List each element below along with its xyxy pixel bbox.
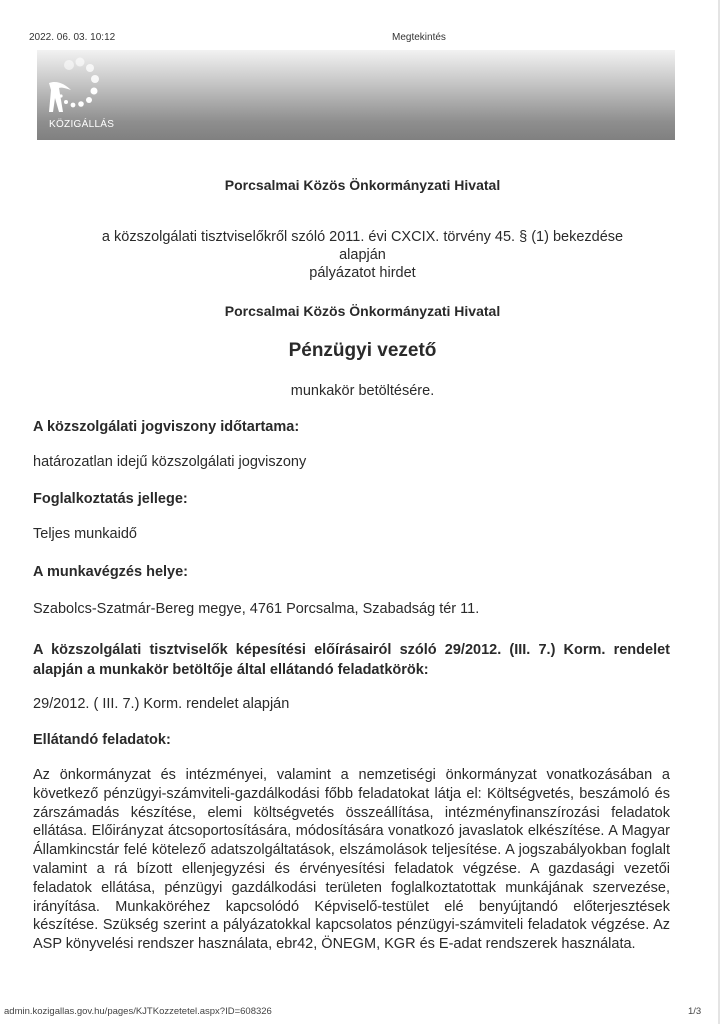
announcement-line: pályázatot hirdet (309, 265, 416, 281)
section-value-duties-basis: 29/2012. ( III. 7.) Korm. rendelet alapján (33, 696, 290, 712)
kozigallas-banner (37, 50, 675, 140)
section-heading-duration: A közszolgálati jogviszony időtartama: (33, 419, 300, 435)
kozigallas-logo[interactable] (37, 50, 147, 140)
position-subtitle: munkakör betöltésére. (290, 383, 435, 399)
print-title: Megtekintés (392, 32, 446, 43)
section-value-employment-type: Teljes munkaidő (33, 526, 137, 542)
section-heading-employment-type: Foglalkoztatás jellege: (33, 491, 188, 507)
print-date: 2022. 06. 03. 10:12 (29, 32, 116, 43)
organization-title-2: Porcsalmai Közös Önkormányzati Hivatal (224, 303, 501, 319)
section-value-workplace: Szabolcs-Szatmár-Bereg megye, 4761 Porcsalma, Szabadság tér 11. (33, 601, 480, 617)
section-heading-workplace: A munkavégzés helye: (33, 564, 188, 580)
print-footer-page-number: 1/3 (688, 1006, 702, 1017)
logo-text: KÖZIGÁLLÁS (49, 119, 115, 130)
legal-basis-line-1: a közszolgálati tisztviselőkről szóló 2011. évi CXCIX. törvény 45. § (1) bekezdése (101, 229, 624, 245)
legal-basis-line-2: alapján (339, 247, 386, 263)
section-value-tasks: Az önkormányzat és intézményei, valamint a nemzetiségi önkormányzat vonatkozásában a következő pénzügyi-számviteli-gazdálkodási főbb feladatokat látja el: Költségvetés, beszámoló és zárszámadás készítése, elemi költségvetés összeállítása, intézményfinanszírozási feladatok ellátása. Előirányzat átcsoportosítására, módosítására vonatkozó javaslatok elkészítése. A Magyar Államkincstár felé kötelező adatszolgáltatások, elszámolások teljesítése. A jogszabályokban foglalt valamint a rá bízott ellenjegyzési és érvényesítési feladatok végzése. A gazdasági vezetői feladatok ellátása, pénzügyi gazdálkodási területen foglalkoztatottak munkájának szervezése, irányítása. Munkaköréhez kapcsolódó Képviselő-testület elé benyújtandó előterjesztések készítése. Szükség szerint a pályázatokkal kapcsolatos pénzügyi-számviteli feladatok végzése. Az ASP könyvelési rendszer használata, ebr42, ÖNEGM, KGR és E-adat rendszerek használata. (33, 767, 670, 953)
print-footer-url: admin.kozigallas.gov.hu/pages/KJTKozzetetel.aspx?ID=608326 (4, 1006, 272, 1017)
organization-title: Porcsalmai Közös Önkormányzati Hivatal (224, 177, 501, 193)
page-edge-divider (718, 0, 720, 1024)
section-value-duration: határozatlan idejű közszolgálati jogviszony (33, 454, 307, 470)
section-heading-duties-basis: A közszolgálati tisztviselők képesítési előírásairól szóló 29/2012. (III. 7.) Korm. rendelet alapján a munkakör betöltője által ellátandó feladatkörök: (33, 642, 670, 678)
position-title: Pénzügyi vezető (288, 340, 437, 361)
section-heading-tasks: Ellátandó feladatok: (33, 732, 171, 748)
